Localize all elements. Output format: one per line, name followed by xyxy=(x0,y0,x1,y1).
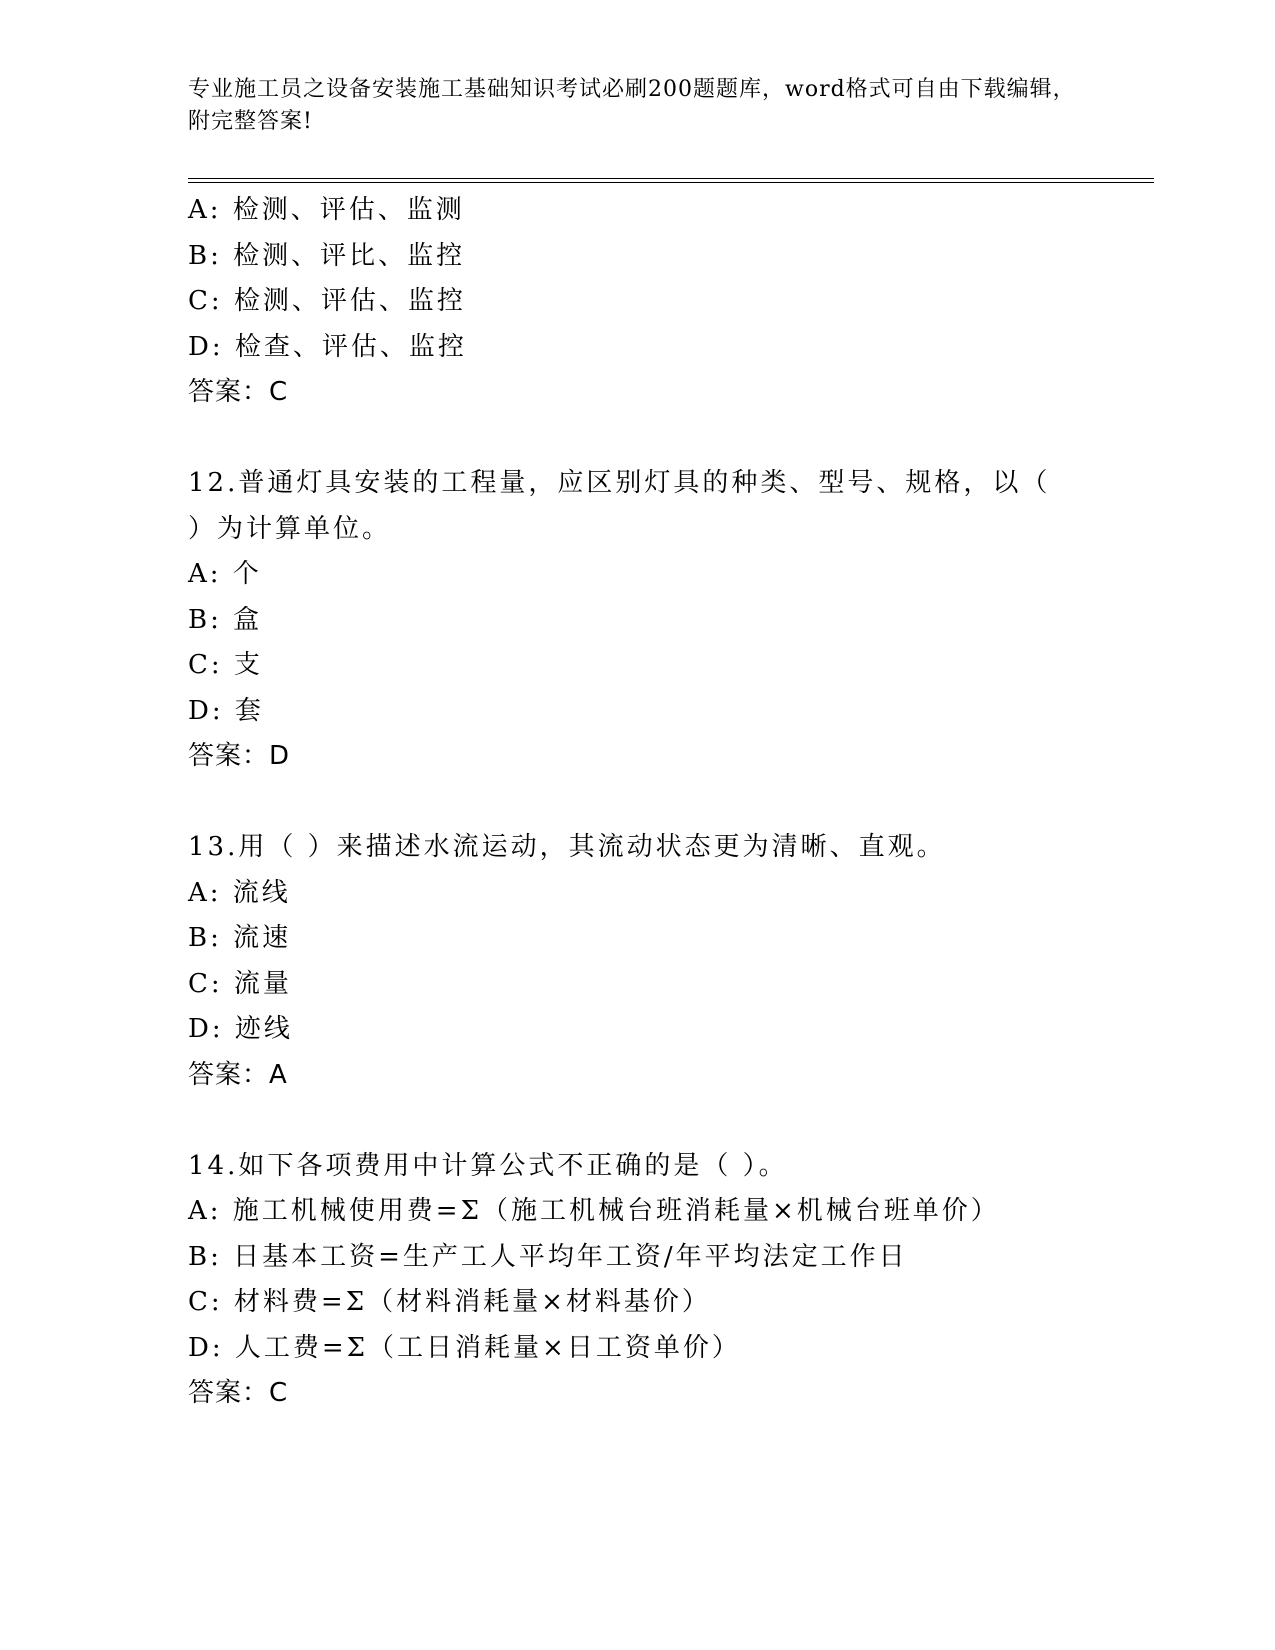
option-c: C: 材料费=Σ（材料消耗量×材料基价） xyxy=(188,1287,711,1317)
option-d: D: 套 xyxy=(188,695,264,726)
question-stem: 12.普通灯具安装的工程量，应区别灯具的种类、型号、规格，以（ xyxy=(188,468,1051,498)
answer-line: 答案：C xyxy=(188,377,289,407)
question-11-partial xyxy=(188,188,1128,416)
option-d: D: 检查、评估、监控 xyxy=(188,331,467,362)
question-stem: 14.如下各项费用中计算公式不正确的是（ ）。 xyxy=(188,1150,788,1181)
question-14 xyxy=(188,1144,1128,1417)
option-a: A: 施工机械使用费=Σ（施工机械台班消耗量×机械台班单价） xyxy=(188,1196,1000,1226)
option-d: D: 迹线 xyxy=(188,1014,293,1044)
option-a: A: 个 xyxy=(188,559,262,589)
question-stem: 13.用（ ）来描述水流运动，其流动状态更为清晰、直观。 xyxy=(188,832,946,862)
answer-line: 答案：A xyxy=(188,1059,288,1090)
option-b: B: 流速 xyxy=(188,923,292,953)
answer-line: 答案：D xyxy=(188,741,291,771)
spacer xyxy=(188,780,1128,826)
question-list xyxy=(188,188,1128,1417)
option-c: C: 检测、评估、监控 xyxy=(188,286,466,316)
option-b: B: 盒 xyxy=(188,604,263,635)
option-d: D: 人工费=Σ（工日消耗量×日工资单价） xyxy=(188,1332,741,1363)
answer-line: 答案：C xyxy=(188,1378,289,1408)
option-c: C: 流量 xyxy=(188,968,292,999)
header-divider-top xyxy=(188,178,1154,179)
document-header xyxy=(188,74,1088,138)
option-a: A: 流线 xyxy=(188,877,291,908)
question-stem-continued: ）为计算单位。 xyxy=(188,513,392,544)
question-12 xyxy=(188,461,1128,780)
option-b: B: 检测、评比、监控 xyxy=(188,240,466,271)
header-title: 专业施工员之设备安装施工基础知识考试必刷200题题库，word格式可自由下载编辑，附完整答案! xyxy=(188,77,1076,134)
spacer xyxy=(188,1098,1128,1144)
header-divider-bottom xyxy=(188,182,1154,183)
spacer xyxy=(188,416,1128,462)
option-c: C: 支 xyxy=(188,650,263,680)
question-13 xyxy=(188,825,1128,1098)
option-a: A: 检测、评估、监测 xyxy=(188,195,465,225)
option-b: B: 日基本工资=生产工人平均年工资/年平均法定工作日 xyxy=(188,1241,908,1272)
